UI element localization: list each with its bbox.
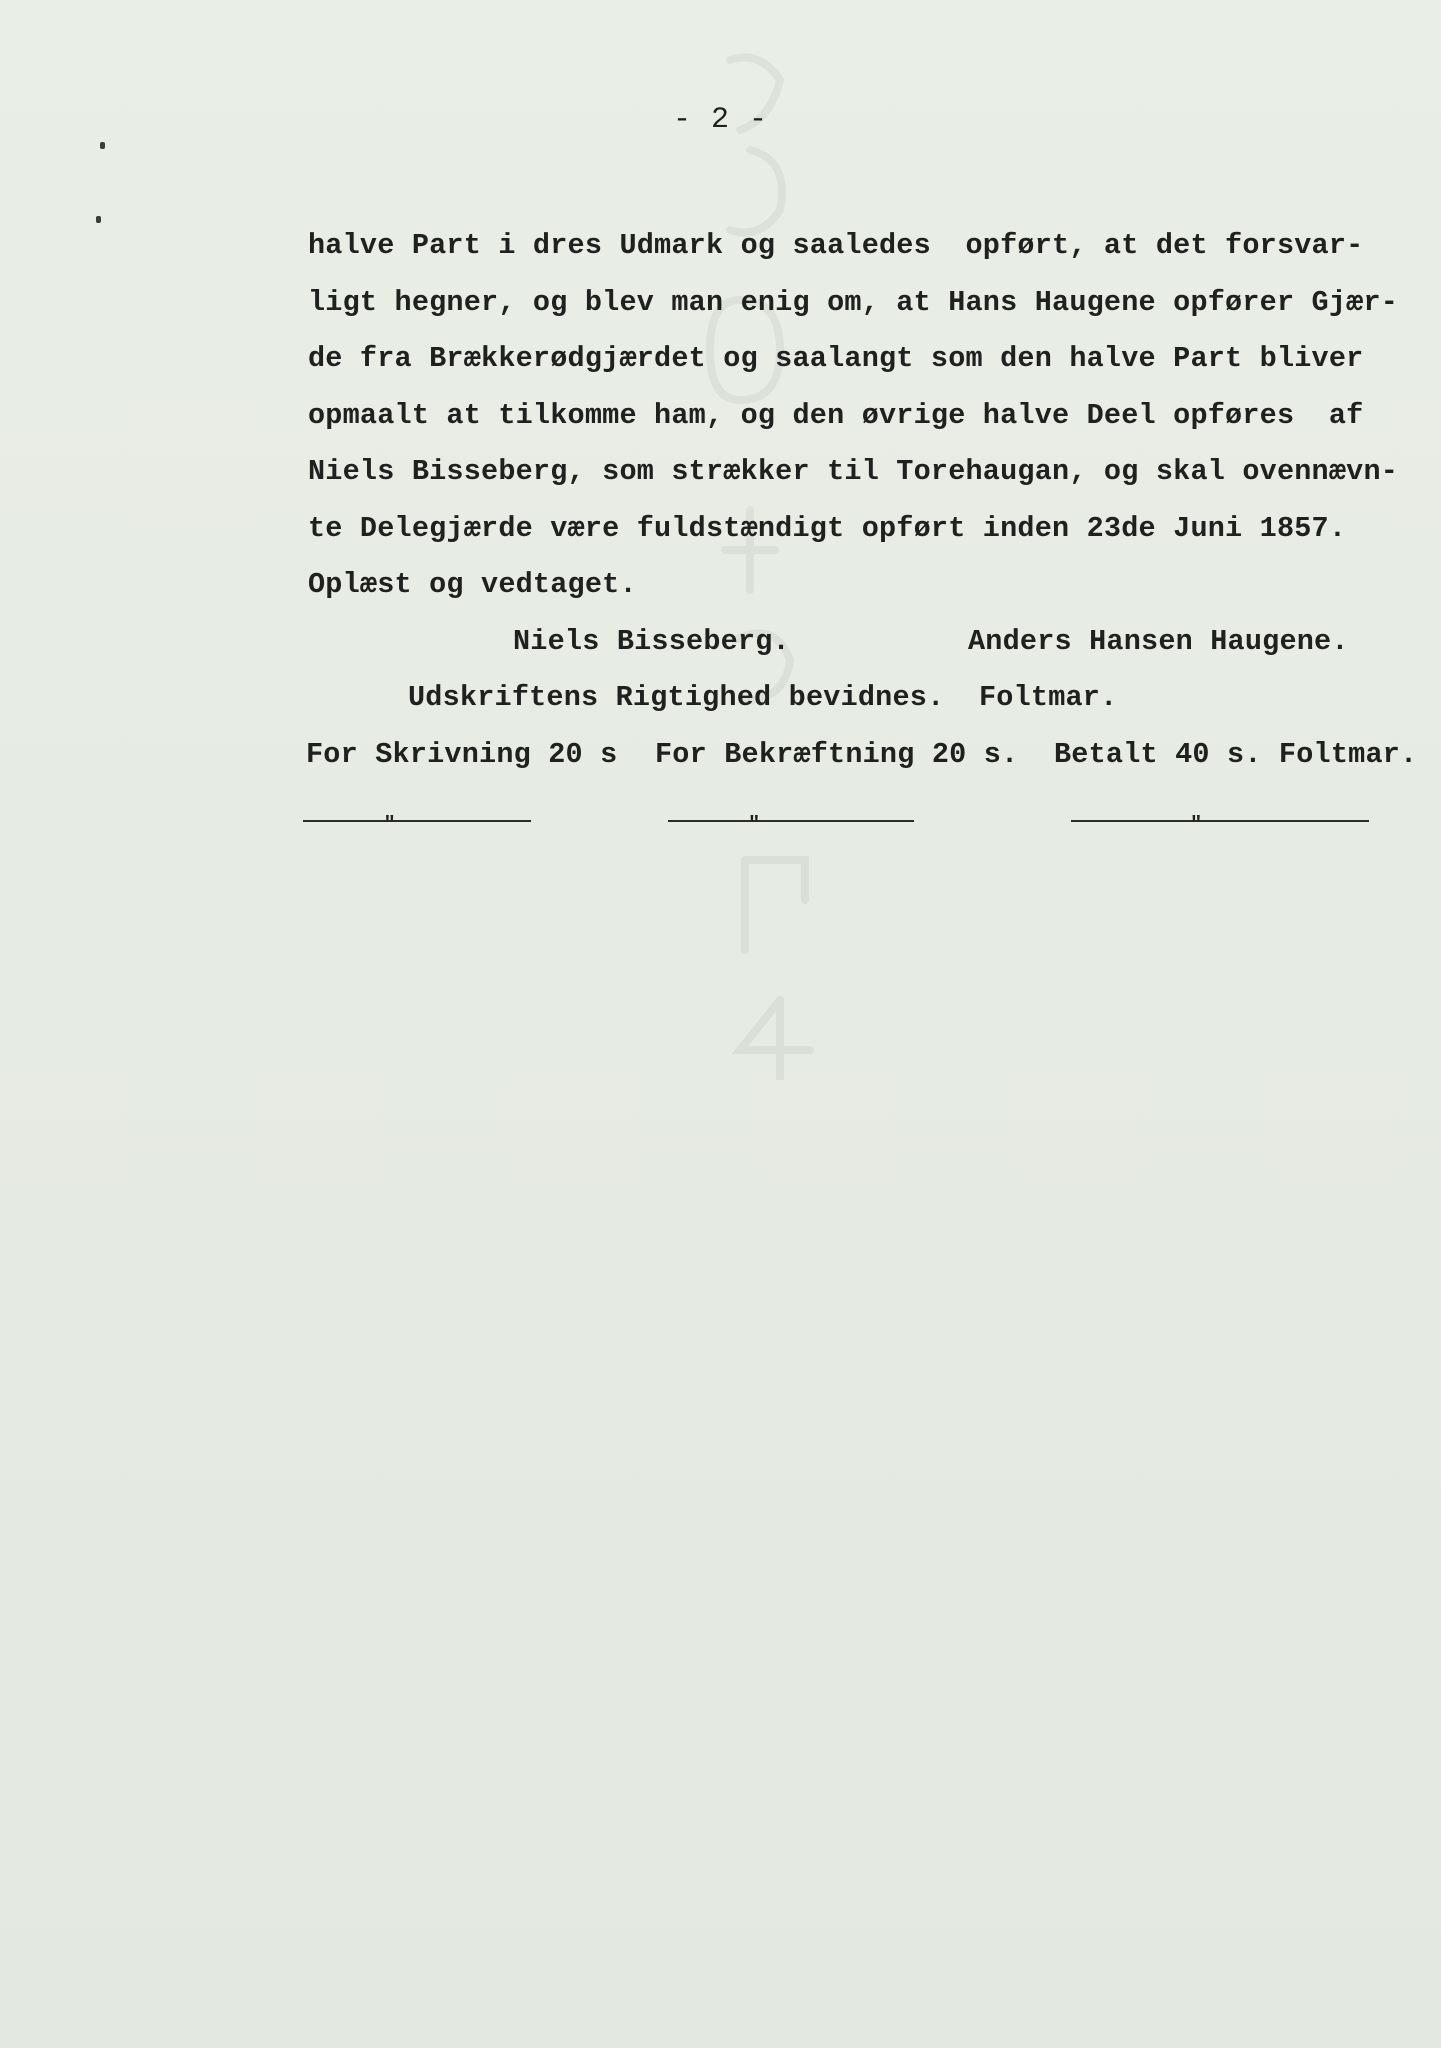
ditto-mark: " <box>1190 814 1203 837</box>
fee-writing: For Skrivning 20 s <box>306 737 618 771</box>
fee-paid: Betalt 40 s. Foltmar. <box>1054 737 1418 771</box>
paragraph-line: halve Part i dres Udmark og saaledes opført, at det forsvar- <box>308 229 1364 262</box>
edge-speck <box>96 216 101 223</box>
document-body <box>308 218 1428 783</box>
paragraph-line: ligt hegner, og blev man enig om, at Hans Haugene opfører Gjær- <box>308 285 1399 319</box>
ditto-rule <box>303 814 531 837</box>
ditto-rule-row <box>0 806 1441 846</box>
signature-niels-bisseberg: Niels Bisseberg. <box>513 624 790 658</box>
edge-speck <box>100 142 105 149</box>
paragraph-line: Oplæst og vedtaget. <box>308 568 637 601</box>
fee-confirmation: For Bekræftning 20 s. <box>655 737 1019 771</box>
fees-line <box>308 727 1428 784</box>
paragraph-line: Niels Bisseberg, som strækker til Torehaugan, og skal ovennævn- <box>308 455 1399 488</box>
signature-line <box>308 614 1428 671</box>
signature-anders-hansen-haugene: Anders Hansen Haugene. <box>968 624 1349 658</box>
attestation-line: Udskriftens Rigtighed bevidnes. Foltmar. <box>408 681 1118 714</box>
ditto-mark: " <box>383 814 396 837</box>
paragraph-line: de fra Brækkerødgjærdet og saalangt som den halve Part bliver <box>308 342 1364 375</box>
paragraph-line: opmaalt at tilkomme ham, og den øvrige halve Deel opføres af <box>308 398 1364 432</box>
ditto-rule <box>1071 814 1369 837</box>
ditto-mark: " <box>748 814 761 837</box>
ditto-rule <box>668 814 914 837</box>
paragraph-line: te Delegjærde være fuldstændigt opført inden 23de Juni 1857. <box>308 511 1347 545</box>
page-number: - 2 - <box>672 103 768 137</box>
